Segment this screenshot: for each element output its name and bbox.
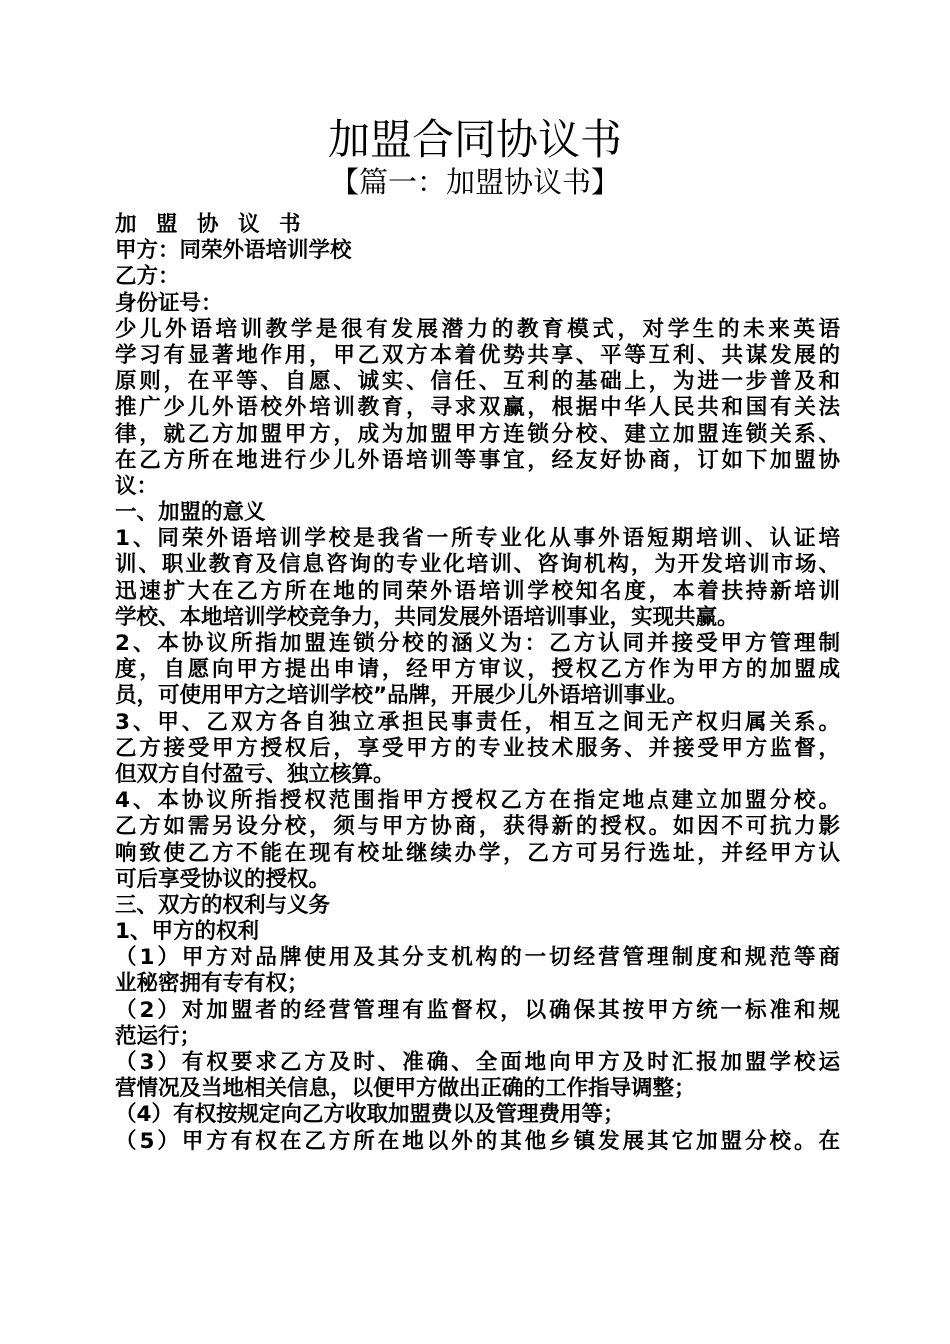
text-line: 推广少儿外语校外培训教育，寻求双赢，根据中华人民共和国有关法 xyxy=(115,395,840,421)
text-line: 在乙方所在地进行少儿外语培训等事宜，经友好协商，订如下加盟协 xyxy=(115,447,840,473)
text-line: 议： xyxy=(115,473,159,499)
text-line: （1）甲方对品牌使用及其分支机构的一切经营管理制度和规范等商 xyxy=(115,945,840,971)
document-subtitle: 【篇一：加盟协议书】 xyxy=(329,165,620,199)
text-line: 营情况及当地相关信息，以便甲方做出正确的工作指导调整； xyxy=(115,1076,696,1102)
party-a-line: 甲方：同荣外语培训学校 xyxy=(115,238,352,264)
text-line: （3）有权要求乙方及时、准确、全面地向甲方及时汇报加盟学校运 xyxy=(115,1050,840,1075)
text-line: 乙方接受甲方授权后，享受甲方的专业技术服务、并接受甲方监督， xyxy=(115,735,840,761)
text-line: 学校、本地培训学校竞争力，共同发展外语培训事业，实现共赢。 xyxy=(115,604,739,630)
subsection-heading: 1、甲方的权利 xyxy=(115,919,259,945)
text-line: 4、本协议所指授权范围指甲方授权乙方在指定地点建立加盟分校。 xyxy=(115,788,840,814)
text-line: 范运行； xyxy=(115,1023,202,1049)
text-line: （4）有权按规定向乙方收取加盟费以及管理费用等； xyxy=(115,1102,625,1128)
text-line: （5）甲方有权在乙方所在地以外的其他乡镇发展其它加盟分校。在 xyxy=(115,1128,840,1154)
id-number-line: 身份证号： xyxy=(115,290,223,316)
text-line: 响致使乙方不能在现有校址继续办学，乙方可另行选址，并经甲方认 xyxy=(115,840,840,866)
text-line: （2）对加盟者的经营管理有监督权，以确保其按甲方统一标准和规 xyxy=(115,997,840,1023)
agreement-body xyxy=(115,212,840,1155)
text-line: 2、本协议所指加盟连锁分校的涵义为：乙方认同并接受甲方管理制 xyxy=(115,631,840,656)
text-line: 业秘密拥有专有权； xyxy=(115,971,309,997)
text-line: 但双方自付盈亏、独立核算。 xyxy=(115,761,395,787)
text-line: 可后享受协议的授权。 xyxy=(115,866,331,892)
text-line: 迅速扩大在乙方所在地的同荣外语培训学校知名度，本着扶持新培训 xyxy=(115,578,840,604)
text-line: 学习有显著地作用，甲乙双方本着优势共享、平等互利、共谋发展的 xyxy=(115,342,840,368)
text-line: 少儿外语培训教学是很有发展潜力的教育模式，对学生的未来英语 xyxy=(115,316,840,342)
document-title: 加盟合同协议书 xyxy=(327,115,622,164)
agreement-heading: 加 盟 协 议 书 xyxy=(115,212,307,237)
party-b-line: 乙方： xyxy=(115,264,180,290)
section-heading: 三、双方的权利与义务 xyxy=(115,892,331,918)
section-heading: 一、加盟的意义 xyxy=(115,500,266,526)
text-line: 度，自愿向甲方提出申请，经甲方审议，授权乙方作为甲方的加盟成 xyxy=(115,657,840,683)
text-line: 乙方如需另设分校，须与甲方协商，获得新的授权。如因不可抗力影 xyxy=(115,814,840,840)
text-line: 员，可使用甲方之培训学校”品牌，开展少儿外语培训事业。 xyxy=(115,683,689,709)
text-line: 训、职业教育及信息咨询的专业化培训、咨询机构，为开发培训市场、 xyxy=(115,552,840,578)
text-line: 律，就乙方加盟甲方，成为加盟甲方连锁分校、建立加盟连锁关系、 xyxy=(115,421,840,447)
text-line: 原则，在平等、自愿、诚实、信任、互利的基础上，为进一步普及和 xyxy=(115,369,840,395)
text-line: 1、同荣外语培训学校是我省一所专业化从事外语短期培训、认证培 xyxy=(115,526,840,552)
text-line: 3、甲、乙双方各自独立承担民事责任，相互之间无产权归属关系。 xyxy=(115,709,840,735)
